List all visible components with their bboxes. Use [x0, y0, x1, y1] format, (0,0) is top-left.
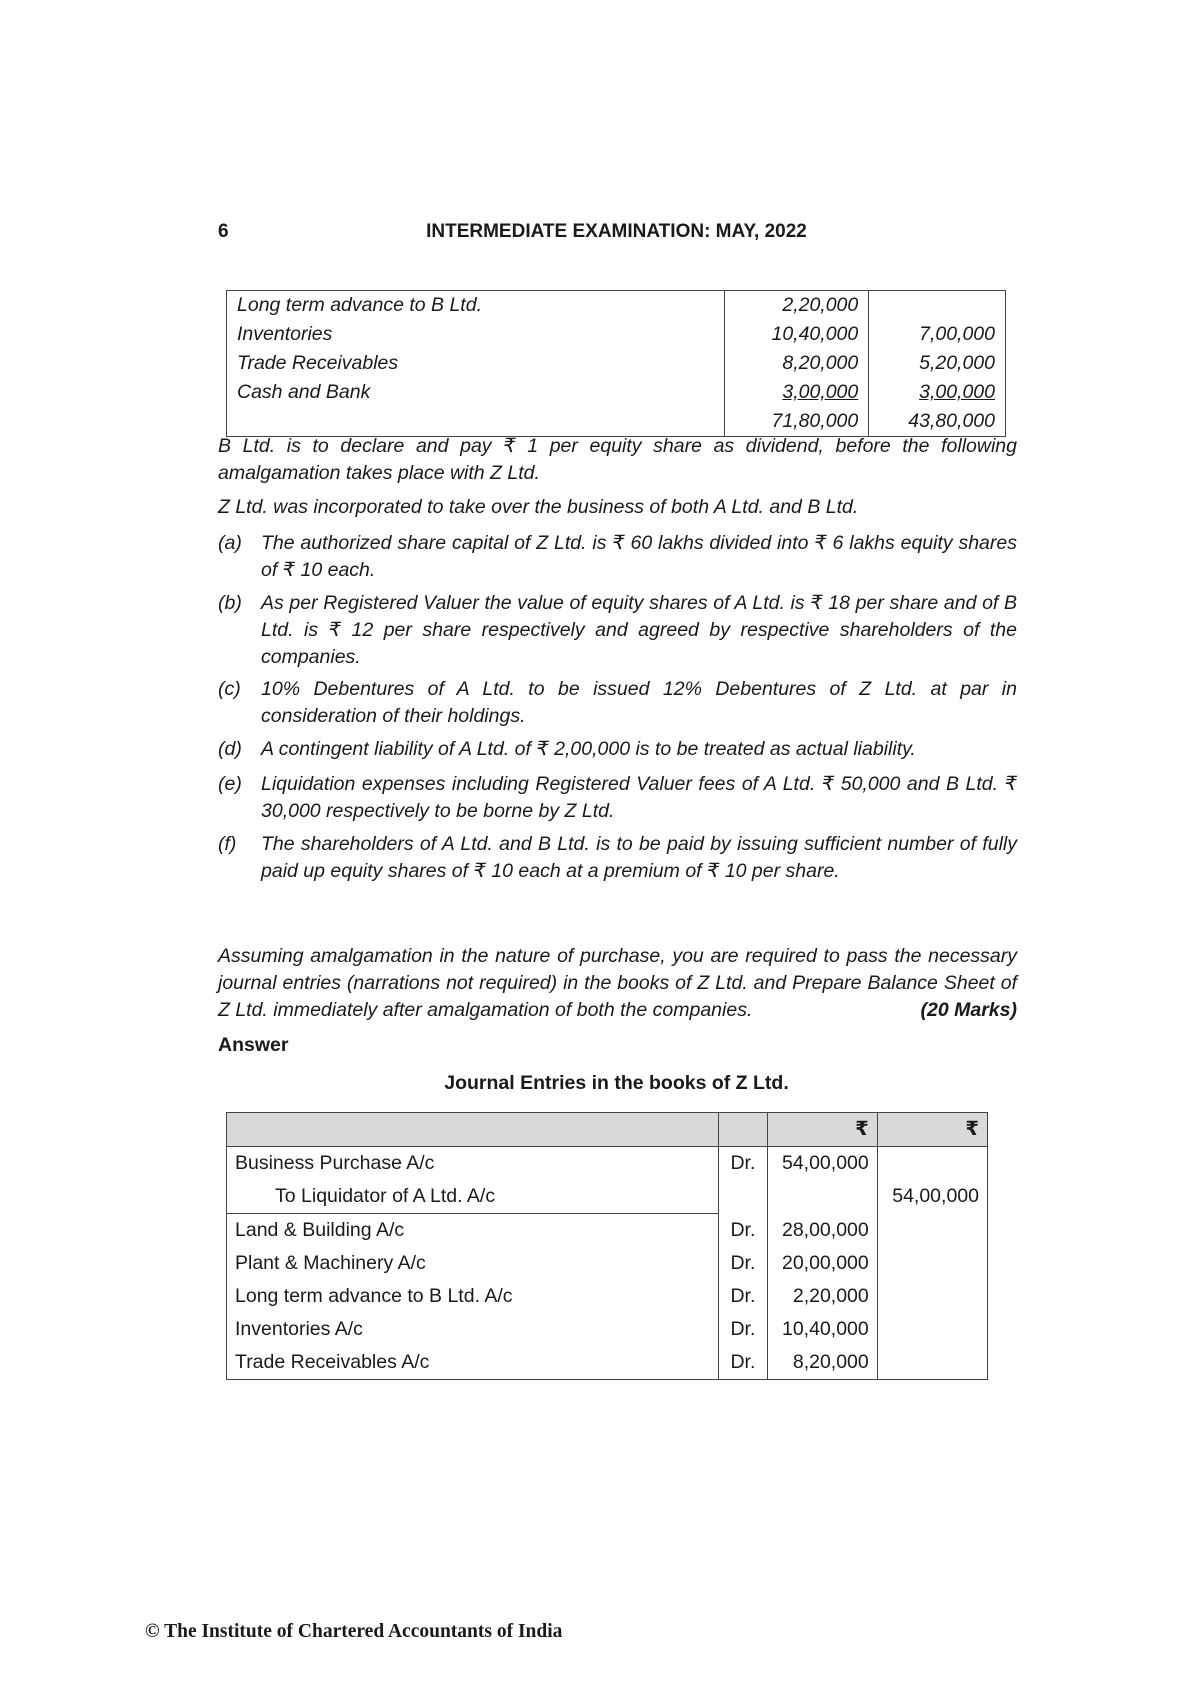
page-number: 6 — [218, 221, 229, 242]
particulars: Plant & Machinery A/c — [227, 1247, 719, 1280]
balance-sheet-table — [226, 290, 1006, 437]
rupee-symbol-credit: ₹ — [877, 1113, 987, 1147]
particulars: Inventories A/c — [227, 1313, 719, 1346]
debit-amount: 28,00,000 — [767, 1214, 877, 1248]
table-row — [227, 1346, 988, 1380]
table-row — [227, 1214, 988, 1248]
particulars: Business Purchase A/c — [227, 1147, 719, 1181]
credit-amount: 54,00,000 — [877, 1180, 987, 1214]
table-row — [227, 349, 1006, 378]
item-text: The shareholders of A Ltd. and B Ltd. is to be paid by issuing sufficient number of fully paid up equity shares of ₹ 10 each at a premium of ₹ 10 per share. — [261, 833, 1017, 882]
journal-header-row — [227, 1113, 988, 1147]
credit-amount — [877, 1214, 987, 1248]
dr-marker: Dr. — [719, 1214, 767, 1248]
total-b: 43,80,000 — [869, 407, 1006, 437]
debit-amount: 54,00,000 — [767, 1147, 877, 1181]
row-label: Inventories — [227, 320, 725, 349]
item-label: (a) — [218, 532, 242, 554]
dr-marker: Dr. — [719, 1346, 767, 1380]
particulars: Trade Receivables A/c — [227, 1346, 719, 1380]
debit-amount: 20,00,000 — [767, 1247, 877, 1280]
debit-amount: 10,40,000 — [767, 1313, 877, 1346]
dr-marker: Dr. — [719, 1247, 767, 1280]
journal-table — [226, 1112, 988, 1380]
header-dr — [719, 1113, 767, 1147]
incorporation-paragraph: Z Ltd. was incorporated to take over the business of both A Ltd. and B Ltd. — [218, 496, 859, 518]
credit-amount — [877, 1313, 987, 1346]
item-label: (e) — [218, 773, 242, 795]
row-value-b: 5,20,000 — [869, 349, 1006, 378]
item-label: (f) — [218, 833, 237, 855]
debit-amount: 8,20,000 — [767, 1346, 877, 1380]
table-row — [227, 291, 1006, 321]
question-text: Assuming amalgamation in the nature of purchase, you are required to pass the necessary journal entries (narrations not required) in the books of Z Ltd. and Prepare Balance Sheet of Z Ltd. immediately after amalgamation of both the companies. — [218, 945, 1017, 1021]
row-value-a: 2,20,000 — [724, 291, 869, 321]
item-text: The authorized share capital of Z Ltd. is ₹ 60 lakhs divided into ₹ 6 lakhs equity shares of ₹ 10 each. — [261, 532, 1017, 581]
table-row — [227, 320, 1006, 349]
row-value-b-cell — [869, 378, 1006, 407]
row-label: Long term advance to B Ltd. — [227, 291, 725, 321]
copyright-footer: © The Institute of Chartered Accountants of India — [145, 1621, 563, 1642]
total-a: 71,80,000 — [724, 407, 869, 437]
dr-marker — [719, 1180, 767, 1214]
debit-amount: 2,20,000 — [767, 1280, 877, 1313]
dividend-paragraph: B Ltd. is to declare and pay ₹ 1 per equity share as dividend, before the following amalgamation takes place with Z Ltd. — [218, 435, 1017, 484]
journal-title: Journal Entries in the books of Z Ltd. — [444, 1072, 789, 1094]
table-row — [227, 1247, 988, 1280]
question-paragraph — [218, 943, 1017, 1024]
row-label: Cash and Bank — [227, 378, 725, 407]
credit-amount — [877, 1346, 987, 1380]
row-label: Trade Receivables — [227, 349, 725, 378]
answer-heading: Answer — [218, 1034, 289, 1056]
row-value-b: 3,00,000 — [919, 381, 995, 403]
particulars: To Liquidator of A Ltd. A/c — [227, 1180, 719, 1214]
table-row — [227, 378, 1006, 407]
header-particulars — [227, 1113, 719, 1147]
particulars: Long term advance to B Ltd. A/c — [227, 1280, 719, 1313]
item-text: As per Registered Valuer the value of equity shares of A Ltd. is ₹ 18 per share and of B Ltd. is ₹ 12 per share respectively and agreed by respective shareholders of the companies. — [261, 592, 1017, 668]
table-row — [227, 1313, 988, 1346]
row-value-b: 7,00,000 — [869, 320, 1006, 349]
item-label: (b) — [218, 592, 242, 614]
debit-amount — [767, 1180, 877, 1214]
marks: (20 Marks) — [920, 999, 1017, 1021]
row-value-a: 10,40,000 — [724, 320, 869, 349]
credit-amount — [877, 1147, 987, 1181]
item-text: A contingent liability of A Ltd. of ₹ 2,00,000 is to be treated as actual liability. — [261, 738, 916, 760]
item-text: Liquidation expenses including Registered Valuer fees of A Ltd. ₹ 50,000 and B Ltd. ₹ 30,000 respectively to be borne by Z Ltd. — [261, 773, 1017, 822]
table-row — [227, 1180, 988, 1214]
row-value-a-cell — [724, 378, 869, 407]
table-row — [227, 1147, 988, 1181]
dr-marker: Dr. — [719, 1280, 767, 1313]
row-value-a: 8,20,000 — [724, 349, 869, 378]
rupee-symbol-debit: ₹ — [767, 1113, 877, 1147]
item-label: (d) — [218, 738, 242, 760]
item-text: 10% Debentures of A Ltd. to be issued 12% Debentures of Z Ltd. at par in consideration of their holdings. — [261, 678, 1017, 727]
credit-amount — [877, 1247, 987, 1280]
table-row — [227, 1280, 988, 1313]
row-value-a: 3,00,000 — [782, 381, 859, 403]
particulars: Land & Building A/c — [227, 1214, 719, 1248]
dr-marker: Dr. — [719, 1313, 767, 1346]
row-value-b — [869, 291, 1006, 321]
item-label: (c) — [218, 678, 241, 700]
dr-marker: Dr. — [719, 1147, 767, 1181]
credit-amount — [877, 1280, 987, 1313]
page-header-title: INTERMEDIATE EXAMINATION: MAY, 2022 — [426, 221, 807, 242]
